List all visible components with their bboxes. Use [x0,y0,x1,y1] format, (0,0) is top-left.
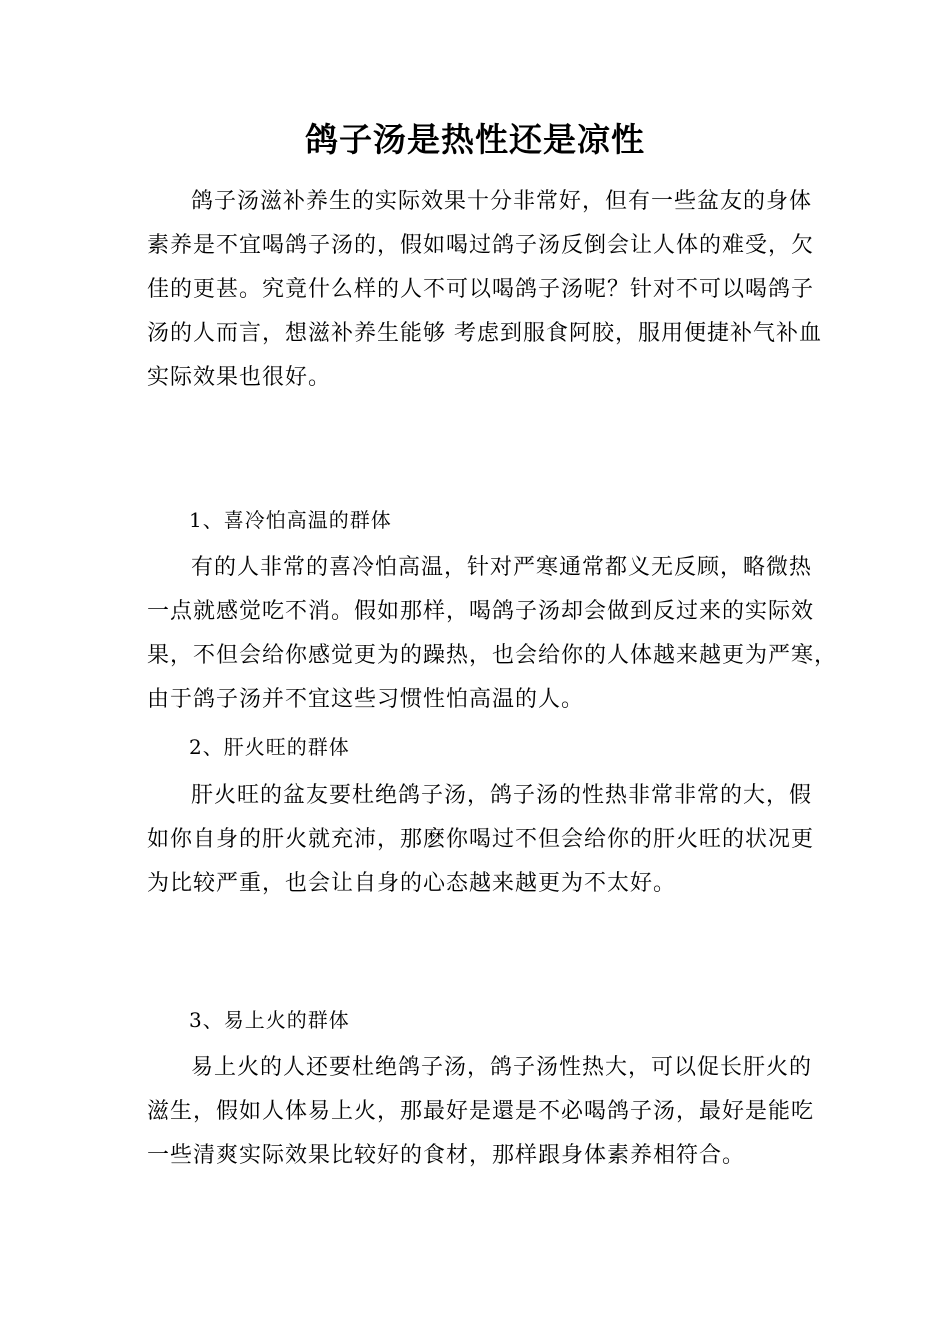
section-heading-1: 1、喜冷怕高温的群体 [189,508,392,532]
paragraph-line: 滋生，假如人体易上火，那最好是還是不必喝鸽子汤，最好是能吃 [147,1099,815,1124]
paragraph-line: 易上火的人还要杜绝鸽子汤，鸽子汤性热大，可以促长肝火的 [191,1055,813,1080]
section-heading-2: 2、肝火旺的群体 [189,735,350,759]
paragraph-line: 佳的更甚。究竟什么样的人不可以喝鸽子汤呢？针对不可以喝鸽子 [147,277,815,302]
paragraph-line: 一些清爽实际效果比较好的食材，那样跟身体素养相符合。 [147,1143,746,1168]
paragraph-line: 素养是不宜喝鸽子汤的，假如喝过鸽子汤反倒会让人体的难受，欠 [147,233,815,258]
section-paragraph-3 [147,1046,827,1178]
paragraph-line: 为比较严重，也会让自身的心态越来越更为不太好。 [147,871,677,896]
paragraph-line: 果，不但会给你感觉更为的躁热，也会给你的人体越来越更为严寒， [147,643,838,668]
section-heading-3: 3、易上火的群体 [189,1008,350,1032]
section-paragraph-1 [147,546,838,722]
paragraph-line: 有的人非常的喜冷怕高温，针对严寒通常都义无反顾，略微热 [191,555,813,580]
document-title: 鸽子汤是热性还是凉性 [305,120,645,159]
paragraph-line: 鸽子汤滋补养生的实际效果十分非常好，但有一些盆友的身体 [191,189,813,214]
paragraph-line: 如你自身的肝火就充沛，那麽你喝过不但会给你的肝火旺的状况更 [147,827,815,852]
paragraph-line: 一点就感觉吃不消。假如那样，喝鸽子汤却会做到反过来的实际效 [147,599,815,624]
intro-paragraph [147,180,827,400]
section-paragraph-2 [147,774,827,906]
paragraph-line: 实际效果也很好。 [147,365,332,390]
paragraph-line: 由于鸽子汤并不宜这些习惯性怕高温的人。 [147,687,585,712]
paragraph-line: 汤的人而言，想滋补养生能够 考虑到服食阿胶，服用便捷补气补血 [147,321,822,346]
paragraph-line: 肝火旺的盆友要杜绝鸽子汤，鸽子汤的性热非常非常的大，假 [191,783,813,808]
